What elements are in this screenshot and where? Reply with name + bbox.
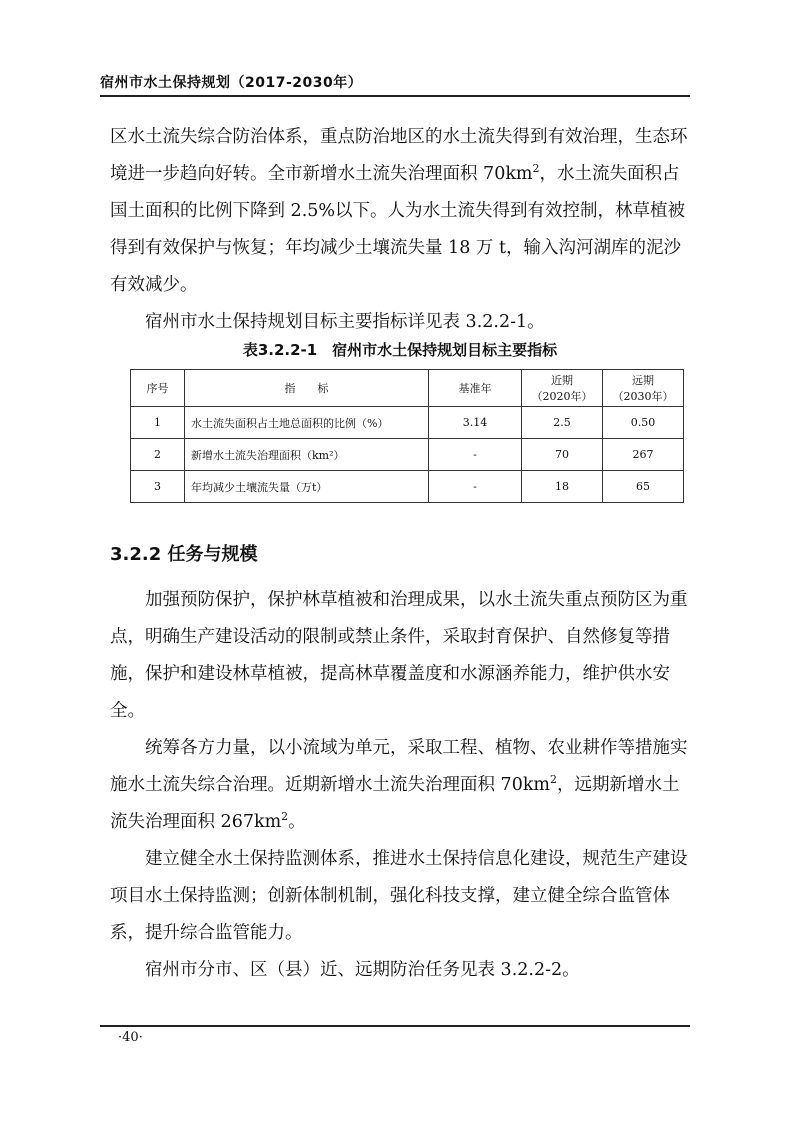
table-row bbox=[131, 407, 684, 439]
paragraph-table-reference: 宿州市水土保持规划目标主要指标详见表 3.2.2-1。 bbox=[145, 312, 545, 332]
cell-base: 3.14 bbox=[429, 407, 522, 439]
header-long-term bbox=[603, 370, 684, 407]
cell-indicator: 新增水土流失治理面积（km²） bbox=[185, 439, 429, 471]
superscript-2: 2 bbox=[532, 162, 540, 176]
table-row bbox=[131, 439, 684, 471]
header-near-year: （2020年） bbox=[531, 390, 593, 403]
cell-near: 18 bbox=[522, 471, 603, 503]
cell-far: 0.50 bbox=[603, 407, 684, 439]
header-far-label: 远期 bbox=[632, 374, 654, 387]
paragraph-prevention: 加强预防保护，保护林草植被和治理成果，以水土流失重点预防区为重点，明确生产建设活动的限制或禁止条件，采取封育保护、自然修复等措施，保护和建设林草植被，提高林草覆盖度和水源涵养能力，维护供水安全。 bbox=[110, 590, 688, 721]
paragraph-goals-text-b: ，水土流失面积占国土面积的比例下降到 2.5%以下。人为水土流失得到有效控制，林草植被得到有效保护与恢复；年均减少土壤流失量 18 万 t，输入沟河湖库的泥沙有效减少。 bbox=[110, 164, 686, 295]
header-base-year: 基准年 bbox=[429, 370, 522, 407]
header-near-label: 近期 bbox=[551, 374, 573, 387]
cell-no: 2 bbox=[131, 439, 185, 471]
cell-far: 267 bbox=[603, 439, 684, 471]
cell-near: 70 bbox=[522, 439, 603, 471]
footer-rule bbox=[100, 1025, 690, 1027]
cell-no: 1 bbox=[131, 407, 185, 439]
section-heading: 3.2.2 任务与规模 bbox=[110, 544, 258, 565]
running-header-title: 宿州市水土保持规划（2017-2030年） bbox=[100, 75, 363, 91]
header-near-term bbox=[522, 370, 603, 407]
cell-near: 2.5 bbox=[522, 407, 603, 439]
indicator-table bbox=[130, 369, 684, 503]
paragraph-governance-text-b: ，远期新增水土流失治理面积 267km bbox=[110, 775, 680, 832]
paragraph-goals-text-a: 区水土流失综合防治体系，重点防治地区的水土流失得到有效治理，生态环境进一步趋向好转。全市新增水土流失治理面积 70km bbox=[110, 127, 688, 184]
cell-indicator: 年均减少土壤流失量（万t） bbox=[185, 471, 429, 503]
header-rule bbox=[100, 95, 690, 97]
paragraph-governance-text-c: 。 bbox=[288, 812, 306, 832]
cell-base: - bbox=[429, 471, 522, 503]
table-row bbox=[131, 471, 684, 503]
superscript-2: 2 bbox=[281, 810, 289, 824]
paragraph-governance-text-a: 统筹各方力量，以小流域为单元，采取工程、植物、农业耕作等措施实施水土流失综合治理。近期新增水土流失治理面积 70km bbox=[110, 738, 688, 795]
paragraph-governance bbox=[110, 730, 690, 841]
header-indicator: 指 标 bbox=[185, 370, 429, 407]
superscript-2: 2 bbox=[550, 773, 558, 787]
paragraph-tasks-reference: 宿州市分市、区（县）近、远期防治任务见表 3.2.2-2。 bbox=[145, 960, 580, 980]
cell-base: - bbox=[429, 439, 522, 471]
cell-indicator: 水土流失面积占土地总面积的比例（%） bbox=[185, 407, 429, 439]
table-header-row bbox=[131, 370, 684, 407]
paragraph-goals bbox=[110, 119, 690, 304]
table-caption: 表3.2.2-1 宿州市水土保持规划目标主要指标 bbox=[242, 341, 558, 359]
header-no: 序号 bbox=[131, 370, 185, 407]
cell-no: 3 bbox=[131, 471, 185, 503]
paragraph-monitoring: 建立健全水土保持监测体系，推进水土保持信息化建设，规范生产建设项目水土保持监测；创新体制机制，强化科技支撑，建立健全综合监管体系，提升综合监管能力。 bbox=[110, 849, 688, 943]
cell-far: 65 bbox=[603, 471, 684, 503]
page-number: ·40· bbox=[118, 1030, 143, 1045]
header-far-year: （2030年） bbox=[612, 390, 674, 403]
